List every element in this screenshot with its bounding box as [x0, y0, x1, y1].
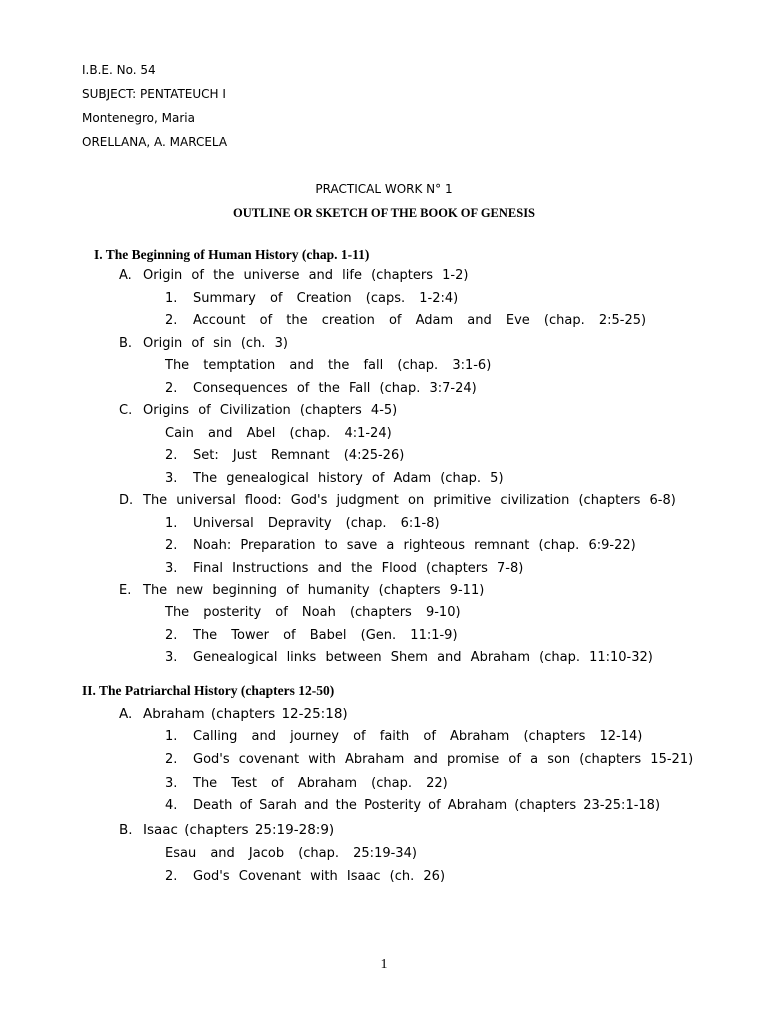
item-marker: 2.	[165, 538, 178, 553]
item-text: Summary of Creation (caps. 1-2:4)	[193, 291, 459, 306]
item-text: Origins of Civilization (chapters 4-5)	[143, 403, 398, 418]
section-2-heading: II. The Patriarchal History (chapters 12-50)	[82, 683, 335, 698]
practical-work-title: PRACTICAL WORK N° 1	[315, 182, 453, 196]
item-marker: C.	[119, 403, 133, 418]
item-text: Esau and Jacob (chap. 25:19-34)	[165, 846, 417, 861]
item-text: God's covenant with Abraham and promise of a son (chapters 15-21)	[193, 752, 694, 767]
item-marker: A.	[119, 268, 132, 283]
item-text: Origin of the universe and life (chapters 1-2)	[143, 268, 469, 283]
item-marker: 2.	[165, 313, 178, 328]
item-text: Universal Depravity (chap. 6:1-8)	[193, 516, 440, 531]
outline-item-1e1	[165, 605, 461, 620]
item-marker: 3.	[165, 650, 178, 665]
outline-item-1c3	[165, 471, 504, 486]
outline-item-1c2	[165, 448, 404, 463]
outline-item-1a2	[165, 313, 646, 328]
outline-item-1a1	[165, 291, 458, 306]
item-text: The Tower of Babel (Gen. 11:1-9)	[193, 628, 458, 643]
item-text: Account of the creation of Adam and Eve (chap. 2:5-25)	[193, 313, 647, 328]
outline-item-2b2	[165, 869, 445, 884]
subject-line: SUBJECT: PENTATEUCH I	[82, 87, 226, 101]
item-text: Noah: Preparation to save a righteous remnant (chap. 6:9-22)	[193, 538, 636, 553]
outline-item-1c	[119, 403, 397, 418]
item-marker: B.	[119, 822, 133, 838]
item-text: The new beginning of humanity (chapters 9-11)	[143, 583, 485, 598]
item-marker: 2.	[165, 752, 178, 767]
item-marker: 1.	[165, 516, 178, 531]
outline-item-2a3	[165, 776, 448, 791]
outline-item-1e3	[165, 650, 653, 665]
item-marker: B.	[119, 336, 133, 351]
item-marker: 1.	[165, 291, 178, 306]
outline-item-2a2	[165, 752, 693, 767]
outline-item-1d1	[165, 516, 440, 531]
item-text: Death of Sarah and the Posterity of Abraham (chapters 23-25:1-18)	[193, 798, 661, 813]
item-text: The universal flood: God's judgment on primitive civilization (chapters 6-8)	[143, 493, 676, 508]
outline-item-1d2	[165, 538, 636, 553]
item-text: The temptation and the fall (chap. 3:1-6)	[165, 358, 492, 373]
item-text: Abraham (chapters 12-25:18)	[143, 706, 348, 722]
item-marker: 1.	[165, 729, 178, 744]
item-marker: 4.	[165, 798, 178, 813]
outline-item-2a	[119, 706, 348, 722]
outline-item-1e2	[165, 628, 458, 643]
item-text: Isaac (chapters 25:19-28:9)	[143, 822, 335, 838]
item-marker: A.	[119, 706, 133, 722]
item-text: Origin of sin (ch. 3)	[143, 336, 288, 351]
outline-item-2b	[119, 822, 334, 838]
item-text: Consequences of the Fall (chap. 3:7-24)	[193, 381, 477, 396]
item-text: Set: Just Remnant (4:25-26)	[193, 448, 405, 463]
item-marker: D.	[119, 493, 134, 508]
item-text: The posterity of Noah (chapters 9-10)	[165, 605, 461, 620]
item-marker: 3.	[165, 776, 178, 791]
author-1: Montenegro, Maria	[82, 111, 195, 125]
outline-item-1b2	[165, 381, 477, 396]
page-number: 1	[380, 957, 388, 972]
item-marker: 3.	[165, 561, 178, 576]
outline-item-1b1	[165, 358, 491, 373]
author-2: ORELLANA, A. MARCELA	[82, 135, 228, 149]
outline-item-2a1	[165, 729, 642, 744]
outline-item-1e	[119, 583, 484, 598]
outline-item-1a	[119, 268, 468, 283]
outline-item-2b1	[165, 846, 417, 861]
item-marker: 2.	[165, 448, 178, 463]
item-marker: 2.	[165, 628, 178, 643]
item-marker: 2.	[165, 381, 178, 396]
outline-item-2a4	[165, 798, 660, 813]
item-marker: 3.	[165, 471, 178, 486]
item-text: Calling and journey of faith of Abraham (chapters 12-14)	[193, 729, 643, 744]
item-text: God's Covenant with Isaac (ch. 26)	[193, 869, 446, 884]
item-text: The genealogical history of Adam (chap. 5)	[193, 471, 504, 486]
section-1-heading: I. The Beginning of Human History (chap. 1-11)	[94, 247, 370, 262]
outline-title: OUTLINE OR SKETCH OF THE BOOK OF GENESIS	[232, 206, 536, 220]
outline-item-1b	[119, 336, 288, 351]
course-number: I.B.E. No. 54	[82, 63, 156, 77]
item-text: Final Instructions and the Flood (chapters 7-8)	[193, 561, 524, 576]
item-text: The Test of Abraham (chap. 22)	[193, 776, 448, 791]
outline-item-1c1	[165, 426, 392, 441]
outline-item-1d	[119, 493, 676, 508]
item-text: Genealogical links between Shem and Abraham (chap. 11:10-32)	[193, 650, 653, 665]
item-marker: E.	[119, 583, 132, 598]
item-marker: 2.	[165, 869, 178, 884]
item-text: Cain and Abel (chap. 4:1-24)	[165, 426, 392, 441]
outline-item-1d3	[165, 561, 523, 576]
